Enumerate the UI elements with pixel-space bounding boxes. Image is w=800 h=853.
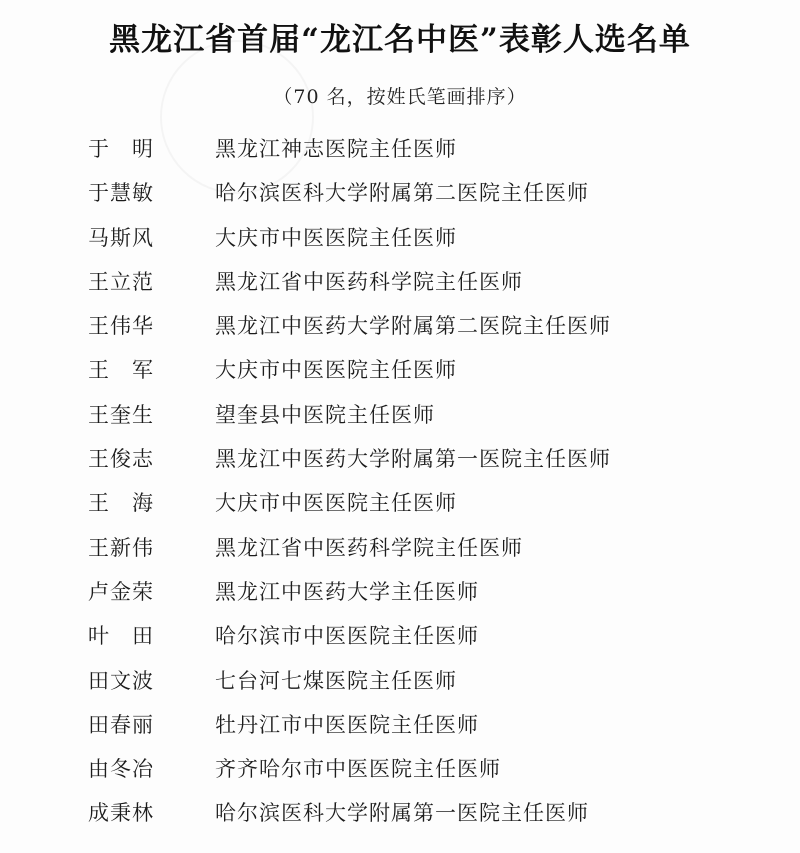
- honoree-affiliation: 黑龙江中医药大学附属第二医院主任医师: [215, 314, 611, 339]
- list-item: [0, 438, 800, 482]
- honoree-affiliation: 哈尔滨市中医医院主任医师: [215, 624, 479, 649]
- honoree-affiliation: 黑龙江神志医院主任医师: [215, 137, 457, 161]
- list-item: [0, 172, 800, 216]
- document-subtitle: （70 名，按姓氏笔画排序）: [273, 86, 527, 108]
- honoree-name: 马斯风: [88, 225, 154, 250]
- honoree-list: [0, 128, 800, 837]
- honoree-name: 卢金荣: [88, 579, 154, 604]
- honoree-name: 叶 田: [88, 624, 154, 649]
- honoree-name: 田春丽: [88, 712, 154, 737]
- honoree-name: 王立范: [88, 269, 154, 294]
- honoree-affiliation: 大庆市中医医院主任医师: [215, 225, 457, 250]
- list-item: [0, 571, 800, 615]
- honoree-name: 王俊志: [88, 447, 154, 472]
- list-item: [0, 660, 800, 704]
- list-item: [0, 482, 800, 526]
- honoree-affiliation: 哈尔滨医科大学附属第二医院主任医师: [215, 181, 589, 206]
- honoree-name: 田文波: [88, 668, 154, 693]
- honoree-name: 王 军: [88, 358, 154, 383]
- honoree-name: 王伟华: [88, 314, 154, 339]
- list-item: [0, 748, 800, 792]
- list-item: [0, 128, 800, 172]
- list-item: [0, 217, 800, 261]
- list-item: [0, 527, 800, 571]
- list-item: [0, 305, 800, 349]
- honoree-affiliation: 望奎县中医院主任医师: [215, 402, 435, 427]
- honoree-affiliation: 哈尔滨医科大学附属第一医院主任医师: [215, 801, 589, 826]
- honoree-affiliation: 黑龙江省中医药科学院主任医师: [215, 269, 523, 294]
- honoree-name: 王奎生: [88, 402, 154, 427]
- document-title: 黑龙江省首届“龙江名中医”表彰人选名单: [109, 22, 691, 58]
- honoree-affiliation: 大庆市中医医院主任医师: [215, 491, 457, 516]
- honoree-affiliation: 黑龙江中医药大学附属第一医院主任医师: [215, 447, 611, 472]
- honoree-affiliation: 七台河七煤医院主任医师: [215, 668, 457, 693]
- list-item: [0, 349, 800, 393]
- honoree-affiliation: 牡丹江市中医医院主任医师: [215, 712, 479, 737]
- honoree-name: 王新伟: [88, 535, 154, 560]
- honoree-affiliation: 黑龙江省中医药科学院主任医师: [215, 535, 523, 560]
- honoree-name: 王 海: [88, 491, 154, 516]
- honoree-name: 于慧敏: [88, 181, 154, 206]
- honoree-name: 由冬冶: [88, 757, 154, 782]
- list-item: [0, 615, 800, 659]
- honoree-affiliation: 大庆市中医医院主任医师: [215, 358, 457, 383]
- honoree-affiliation: 齐齐哈尔市中医医院主任医师: [215, 757, 501, 782]
- honoree-name: 于 明: [88, 137, 154, 161]
- list-item: [0, 261, 800, 305]
- list-item: [0, 704, 800, 748]
- list-item: [0, 394, 800, 438]
- honoree-name: 成秉林: [88, 801, 154, 826]
- list-item: [0, 792, 800, 836]
- honoree-affiliation: 黑龙江中医药大学主任医师: [215, 579, 479, 604]
